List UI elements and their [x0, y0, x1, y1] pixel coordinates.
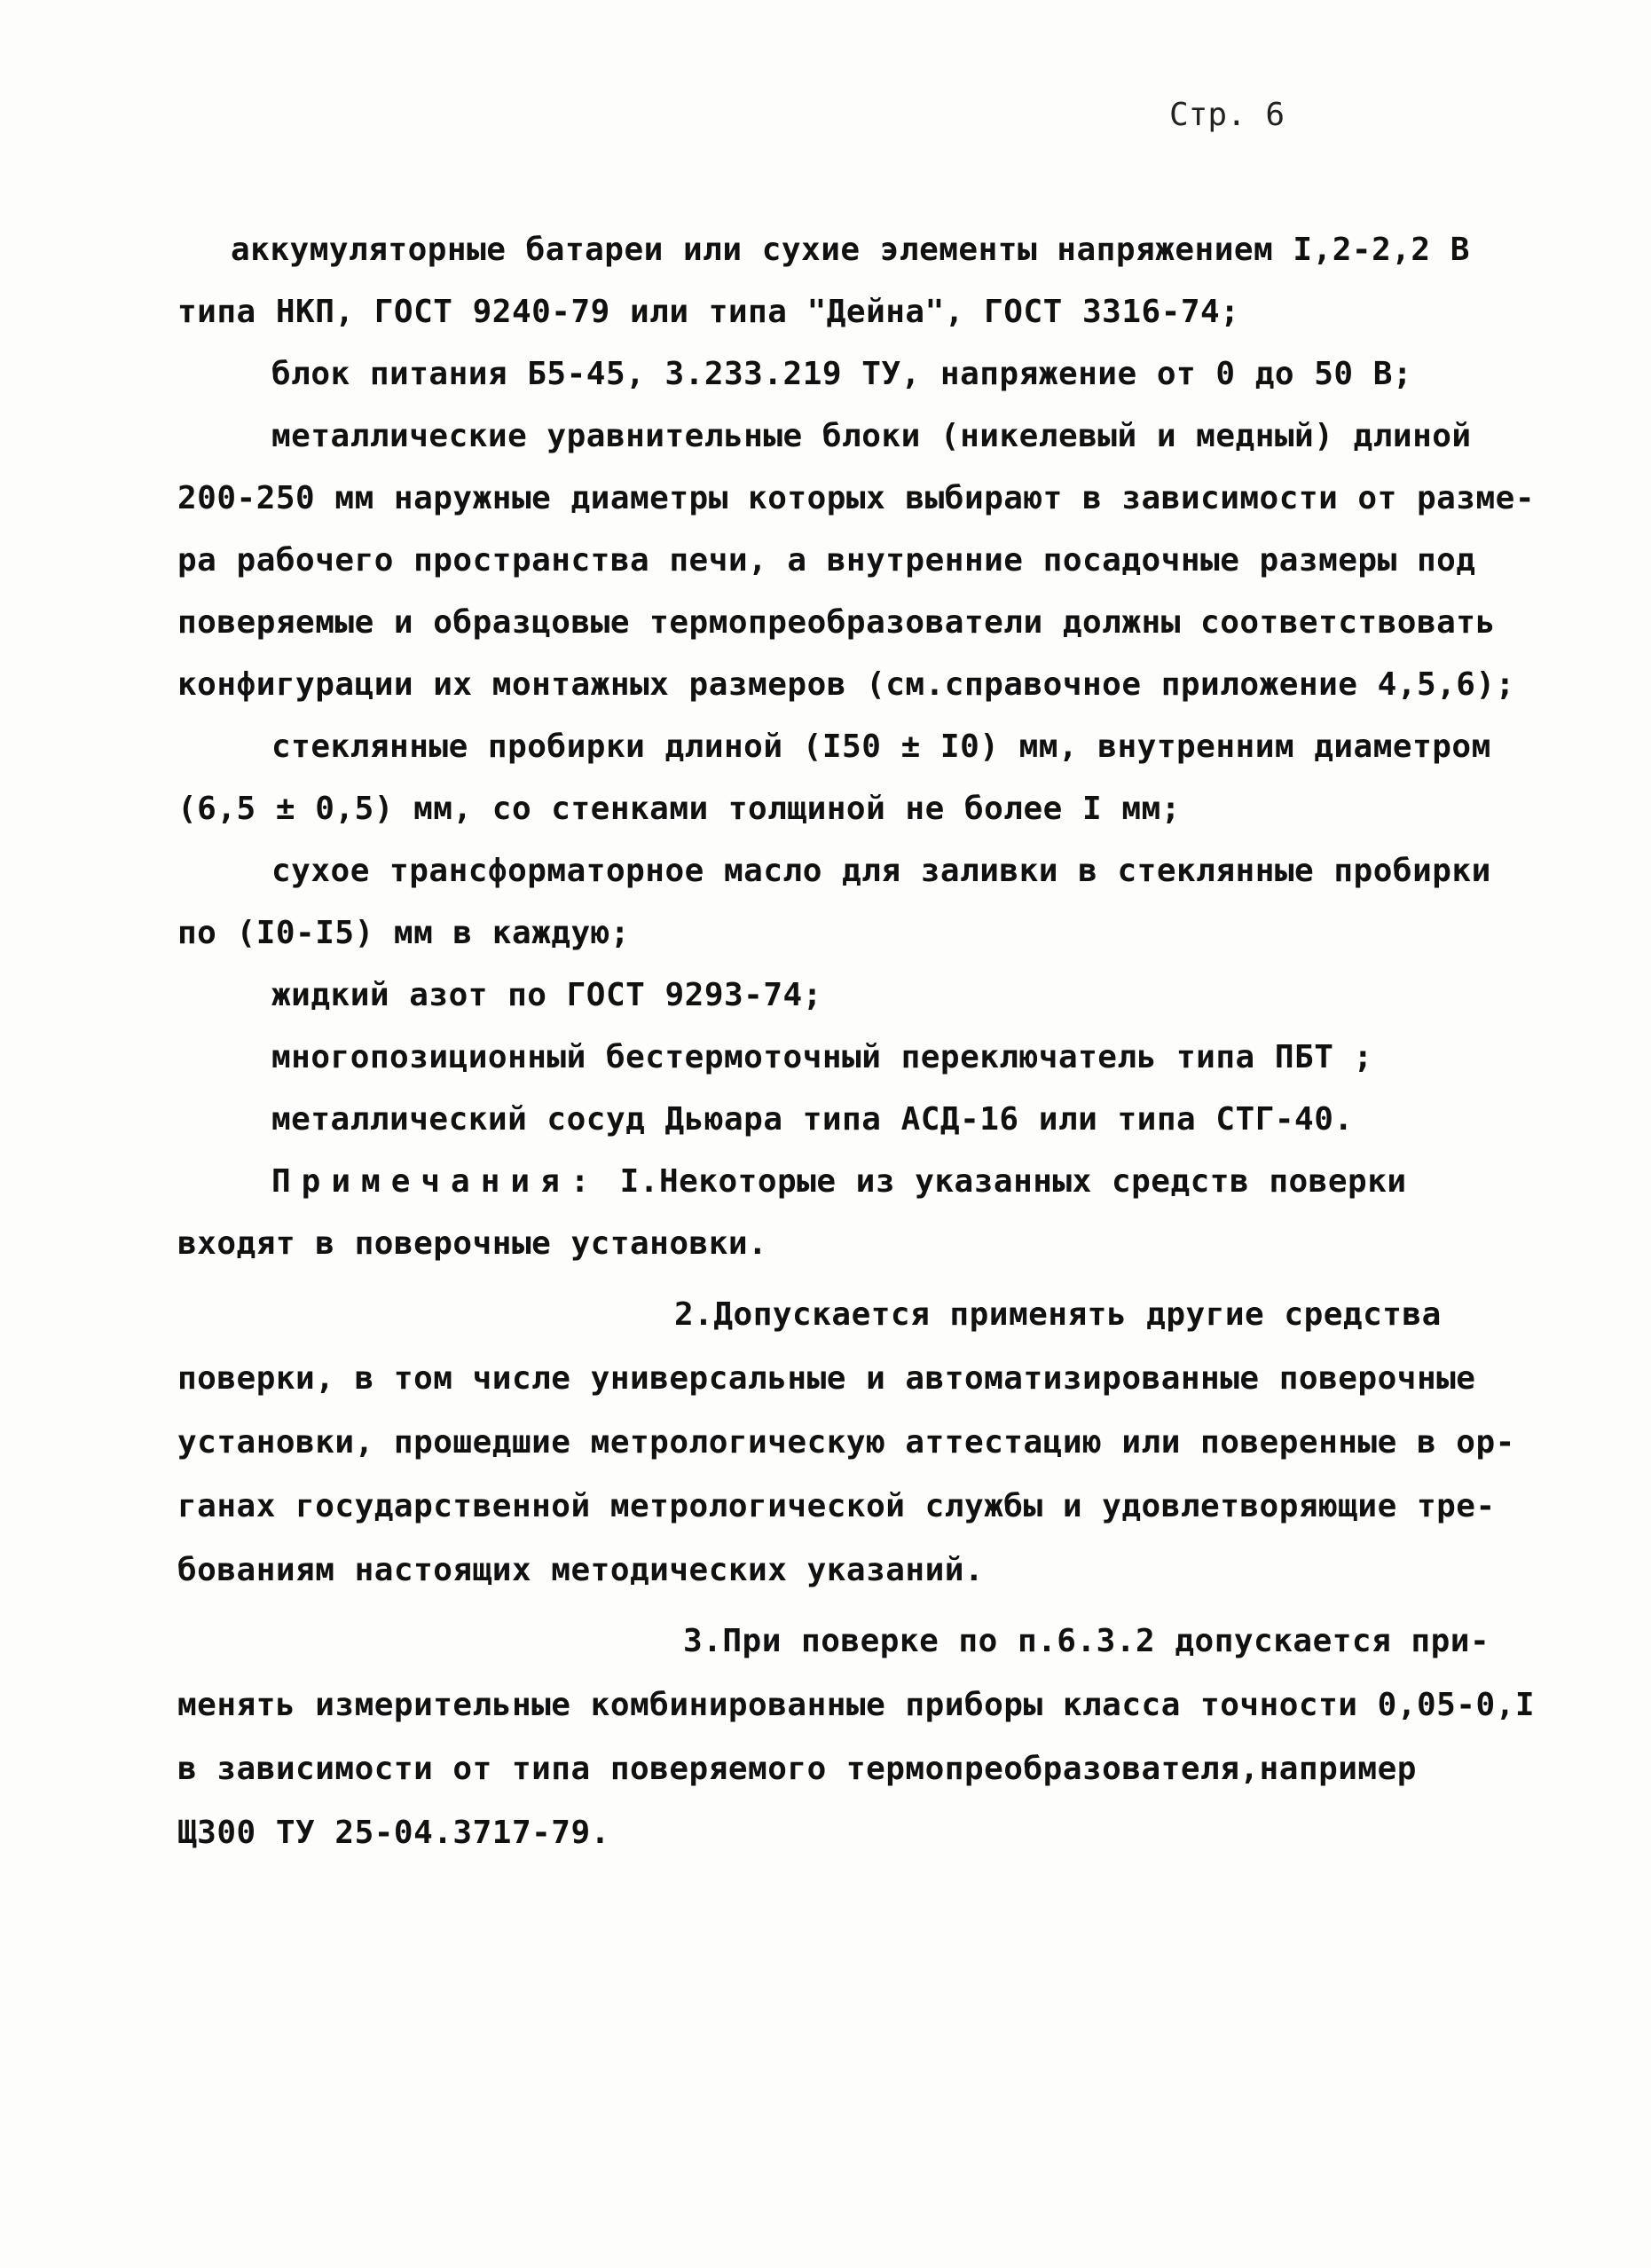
text-line: менять измерительные комбинированные приборы класса точности 0,05-0,I: [177, 1687, 1535, 1723]
note-1-text: I.Некоторые из указанных средств поверки: [600, 1163, 1407, 1200]
text-line: сухое трансформаторное масло для заливки в стеклянные пробирки: [271, 853, 1491, 889]
text-line: ра рабочего пространства печи, а внутренние посадочные размеры под: [177, 542, 1476, 579]
text-line: в зависимости от типа поверяемого термопреобразователя,например: [177, 1751, 1417, 1787]
page-number: Стр. 6: [1169, 97, 1285, 133]
text-line: металлические уравнительные блоки (никелевый и медный) длиной: [271, 418, 1472, 454]
text-line: ганах государственной метрологической службы и удовлетворяющие тре-: [177, 1488, 1496, 1524]
text-line: блок питания Б5-45, 3.233.219 ТУ, напряжение от 0 до 50 В;: [271, 356, 1413, 392]
text-line: установки, прошедшие метрологическую аттестацию или поверенные в ор-: [177, 1424, 1515, 1461]
text-line: многопозиционный бестермоточный переключатель типа ПБТ ;: [271, 1039, 1373, 1075]
notes-heading: Примечания:: [271, 1163, 601, 1200]
text-line: типа НКП, ГОСТ 9240-79 или типа "Дейна", ГОСТ 3316-74;: [177, 294, 1240, 330]
text-line: (6,5 ± 0,5) мм, со стенками толщиной не более I мм;: [177, 791, 1181, 827]
note-2-text: 2.Допускается применять другие средства: [674, 1296, 1442, 1333]
text-line: конфигурации их монтажных размеров (см.справочное приложение 4,5,6);: [177, 666, 1515, 703]
text-line: Щ300 ТУ 25-04.3717-79.: [177, 1815, 610, 1851]
note-3-text: 3.При поверке по п.6.3.2 допускается при-: [683, 1623, 1490, 1659]
text-line: 200-250 мм наружные диаметры которых выбирают в зависимости от разме-: [177, 480, 1535, 516]
notes-paragraph: [271, 1161, 1407, 1203]
text-line: аккумуляторные батареи или сухие элементы напряжением I,2-2,2 В: [231, 232, 1470, 268]
text-line: поверки, в том числе универсальные и автоматизированные поверочные: [177, 1360, 1476, 1397]
text-line: входят в поверочные установки.: [177, 1225, 768, 1262]
text-line: по (I0-I5) мм в каждую;: [177, 915, 630, 951]
text-line: поверяемые и образцовые термопреобразователи должны соответствовать: [177, 604, 1496, 641]
text-line: жидкий азот по ГОСТ 9293-74;: [271, 977, 822, 1013]
text-line: стеклянные пробирки длиной (I50 ± I0) мм, внутренним диаметром: [271, 728, 1491, 765]
text-line: бованиям настоящих методических указаний.: [177, 1552, 985, 1588]
text-line: металлический сосуд Дьюара типа АСД-16 или типа СТГ-40.: [271, 1101, 1354, 1138]
